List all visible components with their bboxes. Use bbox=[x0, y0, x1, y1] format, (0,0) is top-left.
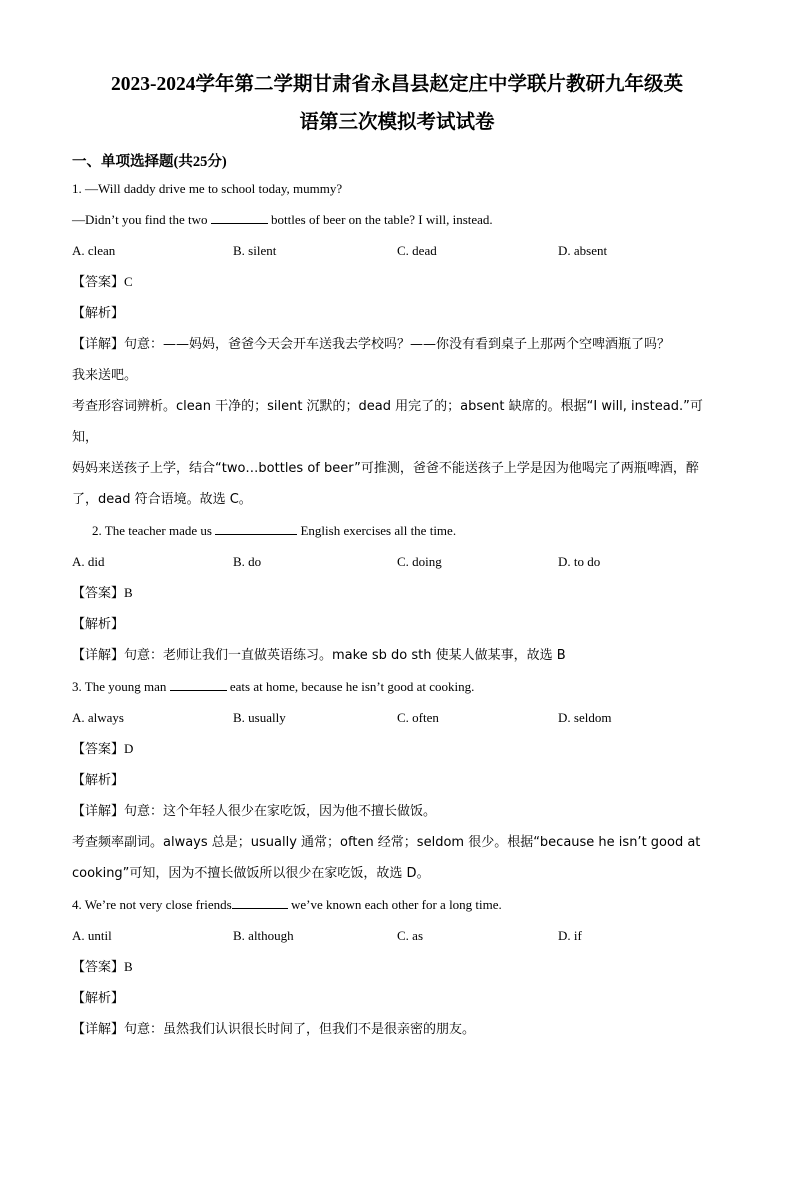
option-d: D. seldom bbox=[558, 710, 612, 725]
question-3-options bbox=[72, 702, 722, 733]
detail-line-cont: 我来送吧。 bbox=[72, 368, 138, 383]
question-2-options bbox=[72, 546, 722, 577]
option-a: A. clean bbox=[72, 243, 116, 258]
option-a: A. until bbox=[72, 928, 112, 943]
answer-blank bbox=[215, 520, 297, 535]
answer-line: 【答案】B bbox=[72, 585, 133, 601]
explanation-line-3: 了，dead 符合语境。故选 C。 bbox=[72, 492, 252, 507]
option-b: B. although bbox=[233, 928, 294, 943]
question-4-stem: 4. We’re not very close friends we’ve known each other for a long time. bbox=[72, 889, 722, 920]
document-page bbox=[0, 66, 794, 1189]
answer-blank bbox=[211, 209, 268, 224]
question-1-stem-a: 1. —Will daddy drive me to school today, mummy? bbox=[72, 181, 343, 196]
question-3 bbox=[72, 671, 722, 889]
option-b: B. do bbox=[233, 554, 262, 569]
option-b: B. usually bbox=[233, 710, 286, 725]
detail-line: 【详解】句意：——妈妈，爸爸今天会开车送我去学校吗？——你没有看到桌子上那两个空啤酒瓶了吗？ bbox=[72, 337, 671, 352]
explanation-line-1: 考查频率副词。always 总是；usually 通常；often 经常；seldom 很少。根据“because he isn’t good at bbox=[72, 835, 701, 850]
option-a: A. did bbox=[72, 554, 105, 569]
question-1-options bbox=[72, 235, 722, 266]
option-c: C. often bbox=[397, 710, 439, 725]
explanation-line-2: 妈妈来送孩子上学，结合“two…bottles of beer”可推测，爸爸不能送孩子上学是因为他喝完了两瓶啤酒，醉 bbox=[72, 461, 699, 476]
option-a: A. always bbox=[72, 710, 124, 725]
document-title bbox=[72, 66, 722, 142]
analysis-label: 【解析】 bbox=[72, 773, 125, 788]
option-c: C. doing bbox=[397, 554, 442, 569]
option-c: C. as bbox=[397, 928, 423, 943]
explanation-line-2: cooking”可知，因为不擅长做饭所以很少在家吃饭，故选 D。 bbox=[72, 866, 430, 881]
option-d: D. if bbox=[558, 928, 582, 943]
question-2-stem: 2. The teacher made us English exercises all the time. bbox=[72, 515, 722, 546]
answer-line: 【答案】D bbox=[72, 741, 134, 757]
question-3-stem: 3. The young man eats at home, because he isn’t good at cooking. bbox=[72, 671, 722, 702]
question-2 bbox=[72, 515, 722, 671]
detail-line: 【详解】句意：虽然我们认识很长时间了，但我们不是很亲密的朋友。 bbox=[72, 1022, 476, 1037]
answer-blank bbox=[232, 894, 288, 909]
option-c: C. dead bbox=[397, 243, 437, 258]
answer-line: 【答案】C bbox=[72, 274, 133, 290]
question-1-stem-b: —Didn’t you find the two bottles of beer on the table? I will, instead. bbox=[72, 204, 722, 235]
option-d: D. absent bbox=[558, 243, 608, 258]
title-line-1: 2023-2024学年第二学期甘肃省永昌县赵定庄中学联片教研九年级英 bbox=[111, 74, 683, 95]
section-heading: 一、单项选择题(共25分) bbox=[72, 154, 227, 170]
option-b: B. silent bbox=[233, 243, 277, 258]
analysis-label: 【解析】 bbox=[72, 306, 125, 321]
analysis-label: 【解析】 bbox=[72, 991, 125, 1006]
question-4-options bbox=[72, 920, 722, 951]
title-line-2: 语第三次模拟考试试卷 bbox=[299, 112, 495, 133]
explanation-line-1: 考查形容词辨析。clean 干净的；silent 沉默的；dead 用完了的；absent 缺席的。根据“I will, instead.”可知， bbox=[72, 399, 703, 445]
detail-line: 【详解】句意：这个年轻人很少在家吃饭，因为他不擅长做饭。 bbox=[72, 804, 437, 819]
question-1 bbox=[72, 173, 722, 515]
option-d: D. to do bbox=[558, 554, 601, 569]
answer-line: 【答案】B bbox=[72, 959, 133, 975]
analysis-label: 【解析】 bbox=[72, 617, 125, 632]
answer-blank bbox=[170, 676, 227, 691]
detail-line: 【详解】句意：老师让我们一直做英语练习。make sb do sth 使某人做某事，故选 B bbox=[72, 648, 566, 663]
question-4 bbox=[72, 889, 722, 1045]
